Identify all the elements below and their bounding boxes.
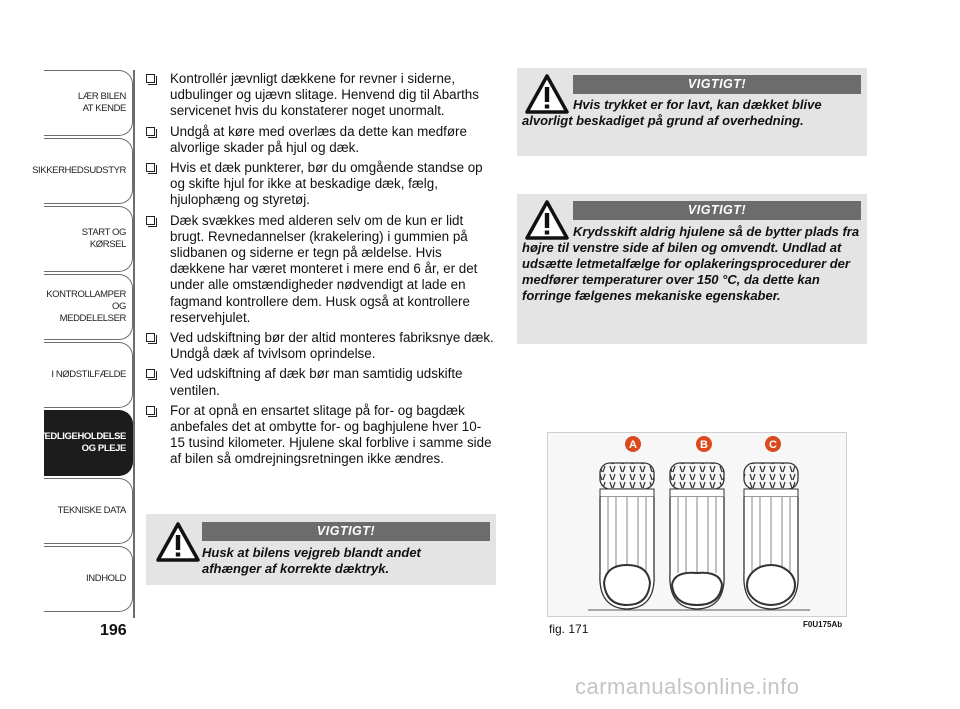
tab-tekniske-data[interactable] [44,478,133,544]
tab-label: KONTROLLAMPER OG MEDDELELSER [46,289,126,324]
list-item-text: Undgå at køre med overlæs da dette kan medføre alvorlige skader på hjul og dæk. [170,123,467,155]
tab-vedligeholdelse-active[interactable] [38,410,133,476]
list-item-text: Kontrollér jævnligt dækkene for revner i siderne, udbulinger og ujævn slitage. Henvend dig til Abarths servicenet hvis du konstaterer noget unormalt. [170,71,479,119]
tab-laer-bilen-at-kende[interactable] [44,70,133,136]
chapter-tabs [32,70,133,614]
warning-title: VIGTIGT! [202,522,490,541]
tab-label: LÆR BILEN AT KENDE [77,91,126,114]
list-item-text: For at opnå en ensartet slitage på for- og bagdæk anbefales det at ombytte for- og baghjulene hver 10-15 tusind kilometer. Hjulene skal forblive i samme side af bilen så omdrejningsretningen ikke ændres. [170,402,492,467]
list-item-text: Ved udskiftning af dæk bør man samtidig udskifte ventilen. [170,366,463,398]
tab-indhold[interactable] [44,546,133,612]
checkbox-bullet-icon [146,333,155,342]
figure-code: F0U175Ab [803,620,843,629]
tab-label: TEKNISKE DATA [57,505,126,516]
tire-c [744,463,798,609]
list-item-text: Hvis et dæk punkterer, bør du omgående standse op og skifte hjul for ikke at beskadige dæk, fælg, hjulophæng og styretøj. [170,160,483,208]
warning-title: VIGTIGT! [573,75,861,94]
figure-caption: fig. 171 [549,622,589,636]
watermark: carmanualsonline.info [575,674,800,699]
warning-box-crossover [517,194,867,344]
list-item-text: Dæk svækkes med alderen selv om de kun er lidt brugt. Revnedannelser (krakelering) i gummien på slidbanen og siderne er tegn på ældelse. Hvis dækkene har været monteret i mere end 6 år, er det under alle omstændigheder nødvendigt at lade en fagmand kontrollere dem. Husk også at kontrollere reservehjulet. [170,212,478,325]
warning-box-pressure [517,68,867,156]
list-item [146,124,496,156]
tab-divider [133,70,135,618]
label-b-marker [696,436,712,452]
checkbox-bullet-icon [146,406,155,415]
page-number: 196 [100,622,127,639]
warning-triangle-icon [156,522,200,562]
bullet-list [146,71,496,472]
warning-box-grip [146,514,496,585]
tire-illustration [548,433,846,616]
tab-label: VEDLIGEHOLDELSE OG PLEJE [38,431,126,454]
list-item [146,366,496,398]
tire-b [670,463,724,609]
tab-kontrollamper[interactable] [44,274,133,340]
label-b: B [700,439,708,451]
warning-text: Husk at bilens vejgreb blandt andet afhænger af korrekte dæktryk. [202,545,421,576]
warning-title: VIGTIGT! [573,201,861,220]
tab-label: I NØDSTILFÆLDE [51,369,126,380]
checkbox-bullet-icon [146,216,155,225]
list-item [146,403,496,468]
list-item-text: Ved udskiftning bør der altid monteres fabriksnye dæk. Undgå dæk af tvivlsom oprindelse. [170,330,494,362]
tire-wear-figure [547,432,847,617]
checkbox-bullet-icon [146,163,155,172]
list-item [146,330,496,362]
label-c: C [769,439,777,451]
warning-text: Hvis trykket er for lavt, kan dækket blive alvorligt beskadiget på grund af overhedning. [522,97,822,128]
tab-label: SIKKERHEDSUDSTYR [32,165,126,176]
tire-a [600,463,654,609]
list-item [146,71,496,120]
tab-sikkerhedsudstyr[interactable] [32,138,133,204]
label-c-marker [765,436,781,452]
checkbox-bullet-icon [146,127,155,136]
warning-text: Krydsskift aldrig hjulene så de bytter plads fra højre til venstre side af bilen og omvendt. Undlad at udsætte letmetalfælge for oplakeringsprocedurer der medfører temperaturer over 150 °C, da dette kan forringe fælgenes mekaniske egenskaber. [522,224,860,303]
label-a: A [629,439,637,451]
checkbox-bullet-icon [146,74,155,83]
list-item [146,160,496,209]
tab-label: INDHOLD [86,573,126,584]
tab-start-og-korsel[interactable] [44,206,133,272]
checkbox-bullet-icon [146,369,155,378]
label-a-marker [625,436,641,452]
tab-label: START OG KØRSEL [81,227,126,250]
list-item [146,213,496,326]
tab-i-nodstilfaelde[interactable] [44,342,133,408]
